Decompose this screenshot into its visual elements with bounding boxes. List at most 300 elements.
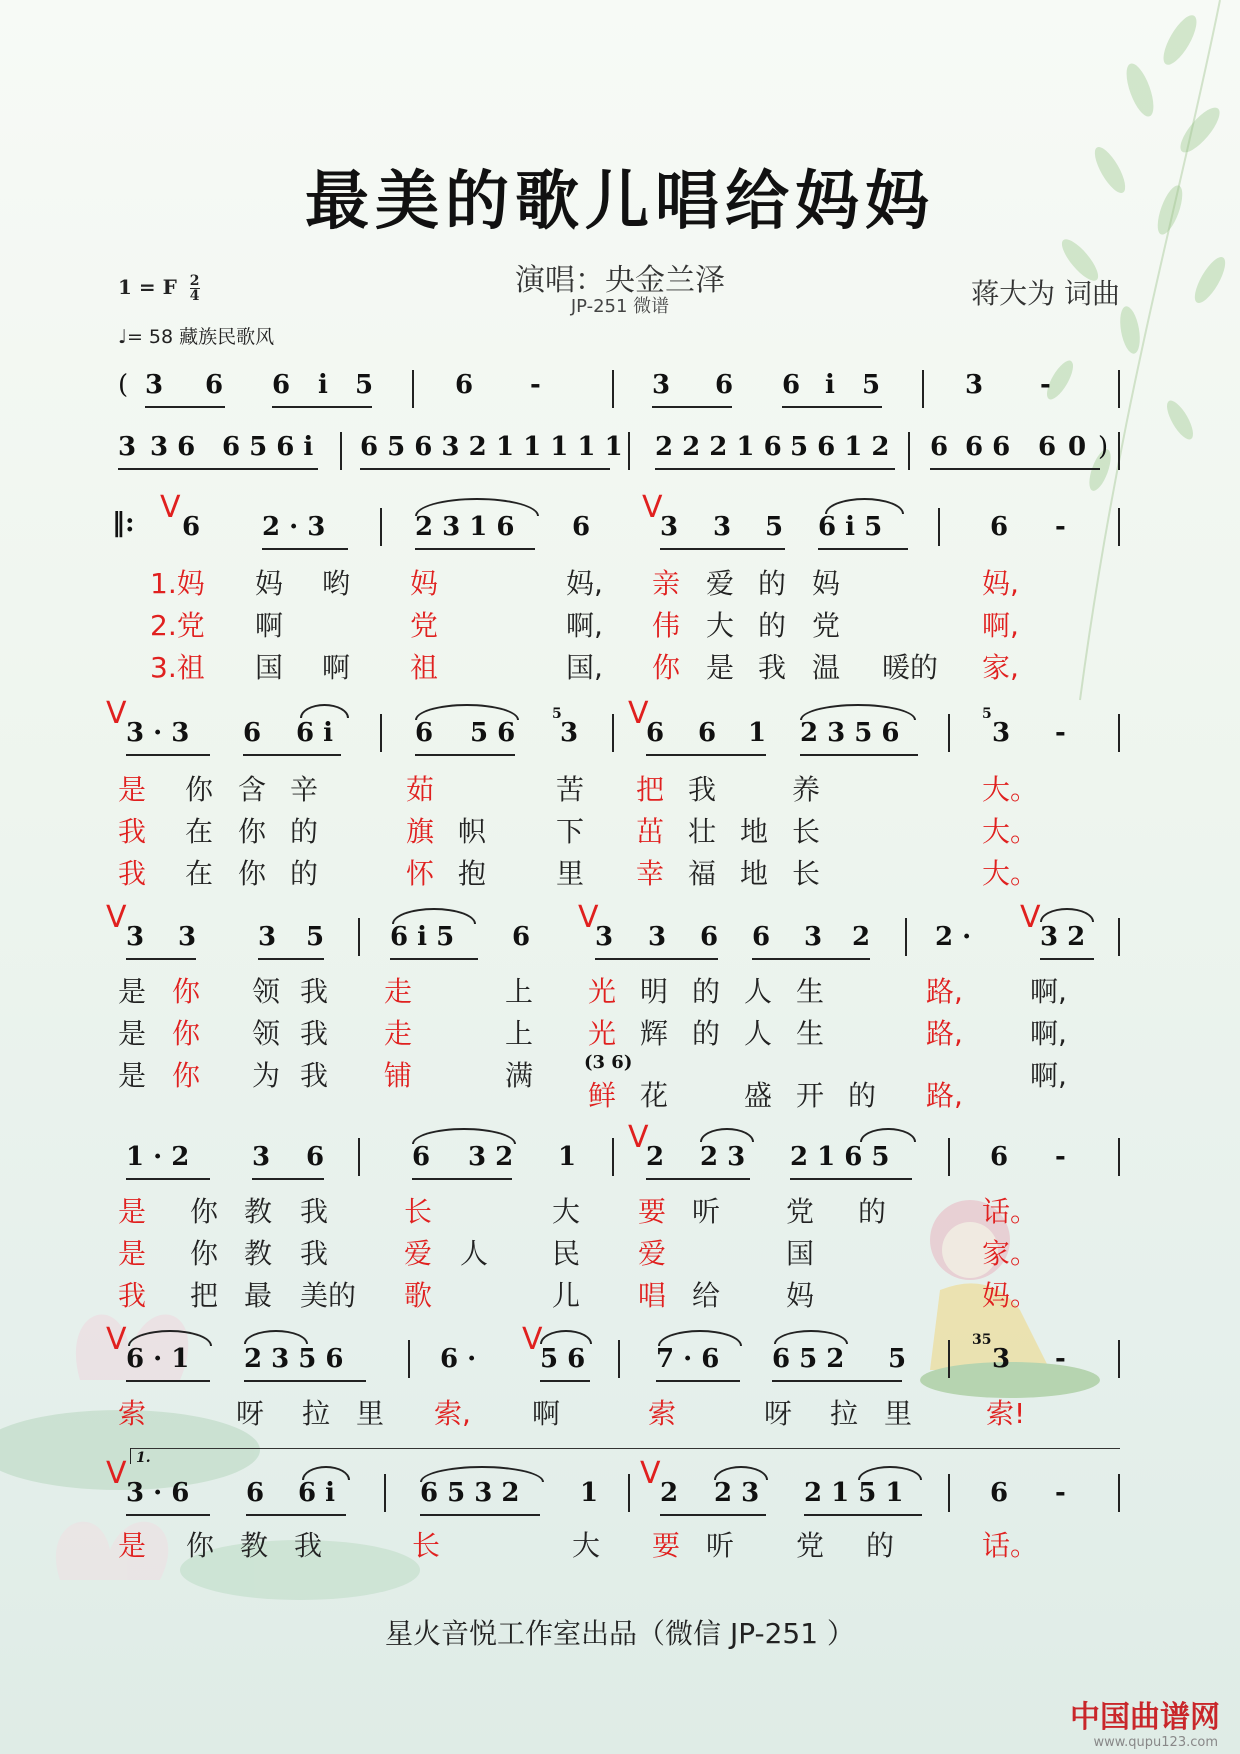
- lyric: 是: [118, 1017, 147, 1050]
- note: 6 5 2: [772, 1344, 845, 1374]
- lyric: 啊: [322, 651, 351, 684]
- note: 2 3: [714, 1478, 760, 1508]
- beam: [360, 468, 610, 470]
- lyric: 国: [255, 651, 284, 684]
- note: 6: [930, 432, 949, 462]
- beam: [412, 1178, 512, 1180]
- note: 5: [888, 1344, 907, 1374]
- barline: [1118, 714, 1120, 752]
- lyric: 我: [688, 773, 717, 806]
- breath-mark: V: [642, 490, 663, 525]
- lyric: 我: [300, 1017, 329, 1050]
- note: -: [1055, 1142, 1066, 1172]
- beam: [800, 754, 918, 756]
- lyric: 长: [792, 815, 821, 848]
- barline: [948, 714, 950, 752]
- lyric: 的: [858, 1195, 887, 1228]
- beam: [126, 1380, 210, 1382]
- breath-mark: V: [106, 1322, 127, 1357]
- note: -: [1040, 370, 1051, 400]
- lyric: 呀: [764, 1397, 793, 1430]
- time-signature: [190, 274, 200, 303]
- note: 6: [990, 1478, 1009, 1508]
- beam: [652, 406, 732, 408]
- lyric: 我: [300, 975, 329, 1008]
- barline: [938, 508, 940, 546]
- lyric: 妈: [410, 567, 439, 600]
- note: -: [1055, 718, 1066, 748]
- note: 3 6: [150, 432, 196, 462]
- slur: [1040, 908, 1094, 922]
- note: 6 i 5: [818, 512, 883, 542]
- lyric: 啊,: [566, 609, 603, 642]
- lyric: 3.祖: [150, 651, 205, 684]
- lyric: 妈: [812, 567, 841, 600]
- note: 3: [118, 432, 137, 462]
- lyric: 教: [244, 1237, 273, 1270]
- note: 6: [990, 512, 1009, 542]
- note: 3: [804, 922, 823, 952]
- lyric: 的: [758, 609, 787, 642]
- lyric: 拉: [830, 1397, 859, 1430]
- repeat-sign: ‖:: [112, 508, 135, 538]
- lyric: 啊,: [982, 609, 1019, 642]
- lyric: 教: [240, 1529, 269, 1562]
- lyric: 1.妈: [150, 567, 205, 600]
- slur: [860, 1128, 916, 1142]
- note: 6: [700, 922, 719, 952]
- note: 5: [765, 512, 784, 542]
- beam: [258, 958, 324, 960]
- note: 1: [748, 718, 767, 748]
- lyric: 你: [172, 975, 201, 1008]
- lyric: 茁: [636, 815, 665, 848]
- note: 5: [862, 370, 881, 400]
- barline: [618, 1340, 620, 1378]
- breath-mark: V: [1020, 900, 1041, 935]
- time-top: 2: [189, 273, 200, 289]
- note: 2 3 5 6: [244, 1344, 344, 1374]
- lyric: 人: [744, 975, 773, 1008]
- lyric: 是: [118, 1529, 147, 1562]
- lyric: 唱: [638, 1279, 667, 1312]
- lyric: 党: [786, 1195, 815, 1228]
- breath-mark: V: [160, 490, 181, 525]
- lyric: 哟: [322, 567, 351, 600]
- lyric: 路,: [926, 975, 963, 1008]
- beam: [772, 1380, 902, 1382]
- lyric: 党: [410, 609, 439, 642]
- lyric: 我: [758, 651, 787, 684]
- lyric: 要: [652, 1529, 681, 1562]
- lyric: 人: [460, 1237, 489, 1270]
- lyric: 党: [812, 609, 841, 642]
- lyric: 你: [652, 651, 681, 684]
- note: 2 1 6 5: [790, 1142, 890, 1172]
- barline: [1118, 918, 1120, 956]
- note: i: [825, 370, 835, 400]
- note: 6 6: [965, 432, 1011, 462]
- lyric: 含: [238, 773, 267, 806]
- note: 6: [205, 370, 224, 400]
- note: 6 5 6 i: [222, 432, 314, 462]
- beam: [262, 548, 348, 550]
- barline: [948, 1474, 950, 1512]
- note: 2 · 3: [262, 512, 326, 542]
- volta-number: 1.: [136, 1450, 151, 1466]
- breath-mark: V: [578, 900, 599, 935]
- note: 6 i: [298, 1478, 336, 1508]
- note: 1: [558, 1142, 577, 1172]
- lyric: 家,: [982, 651, 1019, 684]
- beam: [646, 754, 766, 756]
- note: 1 · 2: [126, 1142, 190, 1172]
- note: 2 3 5 6: [800, 718, 900, 748]
- lyric: 地: [740, 815, 769, 848]
- slur: [774, 1330, 848, 1344]
- lyric: 啊: [532, 1397, 561, 1430]
- lyric: 旗: [406, 815, 435, 848]
- volta-bracket-edge: [130, 1448, 131, 1464]
- lyric: 的: [692, 975, 721, 1008]
- lyric: 生: [796, 1017, 825, 1050]
- note: 3 · 6: [126, 1478, 190, 1508]
- lyric: 壮: [688, 815, 717, 848]
- note: 6 i 5: [390, 922, 455, 952]
- note: 2: [852, 922, 871, 952]
- lyric: 帜: [458, 815, 487, 848]
- note: 6: [306, 1142, 325, 1172]
- lyric: 把: [190, 1279, 219, 1312]
- barline: [412, 370, 414, 408]
- lyric: 领: [252, 975, 281, 1008]
- lyric: 苦: [556, 773, 585, 806]
- note: 2 3: [700, 1142, 746, 1172]
- barline: [948, 1138, 950, 1176]
- beam: [1040, 958, 1094, 960]
- note: 5: [306, 922, 325, 952]
- beam: [244, 1380, 366, 1382]
- barline: [948, 1340, 950, 1378]
- note: 3: [652, 370, 671, 400]
- barline: [340, 432, 342, 470]
- lyric: 的: [692, 1017, 721, 1050]
- lyric: 把: [636, 773, 665, 806]
- lyric: 我: [118, 857, 147, 890]
- lyric: 辛: [290, 773, 319, 806]
- lyric: 听: [692, 1195, 721, 1228]
- lyric: 呀: [236, 1397, 265, 1430]
- lyric: 妈: [786, 1279, 815, 1312]
- beam: [540, 1380, 590, 1382]
- note: 3 · 3: [126, 718, 190, 748]
- lyric: 里: [884, 1397, 913, 1430]
- lyric: 的: [290, 857, 319, 890]
- composer-credit: 蒋大为 词曲: [971, 277, 1120, 310]
- lyric: 你: [238, 857, 267, 890]
- lyric: 给: [692, 1279, 721, 1312]
- lyric: 话。: [982, 1529, 1039, 1562]
- lyric: 妈,: [566, 567, 603, 600]
- note: (: [118, 370, 129, 400]
- lyric: 妈。: [982, 1279, 1039, 1312]
- lyric: 的: [758, 567, 787, 600]
- beam: [655, 468, 895, 470]
- note: 2 ·: [935, 922, 972, 952]
- note: 6: [990, 1142, 1009, 1172]
- lyric: 的: [866, 1529, 895, 1562]
- lyric: 国,: [566, 651, 603, 684]
- key-signature: [118, 274, 200, 303]
- lyric: 暖的: [882, 651, 939, 684]
- lyric: 歌: [404, 1279, 433, 1312]
- beam: [818, 548, 908, 550]
- lyric: 人: [744, 1017, 773, 1050]
- lyric: 我: [118, 815, 147, 848]
- beam: [415, 548, 535, 550]
- barline: [1118, 508, 1120, 546]
- alt-notes: (3 6): [584, 1052, 633, 1073]
- note: 6: [752, 922, 771, 952]
- lyric: 走: [384, 1017, 413, 1050]
- note: 3: [595, 922, 614, 952]
- slur: [700, 1128, 754, 1142]
- note: 2: [660, 1478, 679, 1508]
- lyric: 亲: [652, 567, 681, 600]
- note: 6: [412, 1142, 431, 1172]
- publisher-footer: 星火音悦工作室出品（微信 JP-251 ）: [385, 1617, 855, 1650]
- lyric: 路,: [926, 1079, 963, 1112]
- beam: [752, 958, 870, 960]
- barline: [358, 1138, 360, 1176]
- breath-mark: V: [628, 1120, 649, 1155]
- note: 6: [512, 922, 531, 952]
- lyric: 妈,: [982, 567, 1019, 600]
- note: i: [318, 370, 328, 400]
- lyric: 福: [688, 857, 717, 890]
- note: 6: [246, 1478, 265, 1508]
- breath-mark: V: [106, 696, 127, 731]
- lyric: 下: [556, 815, 585, 848]
- key-label: 1 = F: [118, 275, 177, 299]
- lyric: 走: [384, 975, 413, 1008]
- barline: [1118, 432, 1120, 470]
- lyric: 啊,: [1030, 1059, 1067, 1092]
- lyric: 在: [185, 857, 214, 890]
- note: 3 2: [468, 1142, 514, 1172]
- lyric: 民: [552, 1237, 581, 1270]
- lyric: 我: [294, 1529, 323, 1562]
- lyric: 你: [186, 1529, 215, 1562]
- note: 6: [415, 718, 434, 748]
- note: 6: [1038, 432, 1057, 462]
- lyric: 伟: [652, 609, 681, 642]
- lyric: 美的: [300, 1279, 357, 1312]
- beam: [660, 548, 785, 550]
- note: 6: [455, 370, 474, 400]
- beam: [660, 1514, 766, 1516]
- note: 2: [646, 1142, 665, 1172]
- lyric: 大。: [982, 773, 1039, 806]
- lyric: 我: [300, 1195, 329, 1228]
- note: 3: [252, 1142, 271, 1172]
- grace-note: 5: [982, 706, 992, 722]
- lyric: 幸: [636, 857, 665, 890]
- note: 7 · 6: [656, 1344, 720, 1374]
- barline: [380, 714, 382, 752]
- slur: [540, 1330, 592, 1344]
- lyric: 怀: [406, 857, 435, 890]
- lyric: 你: [172, 1017, 201, 1050]
- lyric: 里: [356, 1397, 385, 1430]
- barline: [628, 1474, 630, 1512]
- lyric: 啊,: [1030, 975, 1067, 1008]
- lyric: 抱: [458, 857, 487, 890]
- lyric: 长: [792, 857, 821, 890]
- lyric: 里: [556, 857, 585, 890]
- slur: [300, 704, 349, 718]
- barline: [612, 1138, 614, 1176]
- note: 6: [272, 370, 291, 400]
- volta-bracket: [130, 1448, 1120, 1449]
- beam: [804, 1514, 922, 1516]
- lyric: 2.党: [150, 609, 205, 642]
- beam: [126, 1514, 210, 1516]
- note: 3: [965, 370, 984, 400]
- tempo-marking: ♩= 58 藏族民歌风: [118, 326, 275, 348]
- note: 3: [992, 1344, 1011, 1374]
- barline: [1118, 1474, 1120, 1512]
- lyric: 大。: [982, 815, 1039, 848]
- lyric: 祖: [410, 651, 439, 684]
- beam: [126, 754, 210, 756]
- lyric: 长: [404, 1195, 433, 1228]
- lyric: 你: [238, 815, 267, 848]
- lyric: 你: [190, 1195, 219, 1228]
- barline: [384, 1474, 386, 1512]
- note: 3: [178, 922, 197, 952]
- barline: [1118, 370, 1120, 408]
- note: 3 2: [1040, 922, 1086, 952]
- lyric: 满: [505, 1059, 534, 1092]
- note: 6: [243, 718, 262, 748]
- beam: [930, 468, 1100, 470]
- note: 6: [182, 512, 201, 542]
- lyric: 领: [252, 1017, 281, 1050]
- note: -: [1055, 512, 1066, 542]
- lyric: 为: [252, 1059, 281, 1092]
- lyric: 是: [118, 1237, 147, 1270]
- lyric: 你: [172, 1059, 201, 1092]
- lyric: 我: [300, 1059, 329, 1092]
- beam: [126, 1178, 210, 1180]
- lyric: 路,: [926, 1017, 963, 1050]
- barline: [380, 508, 382, 546]
- note: 6: [715, 370, 734, 400]
- time-bottom: 4: [189, 288, 200, 304]
- lyric: 盛: [744, 1079, 773, 1112]
- note: 6 5 3 2: [420, 1478, 520, 1508]
- beam: [656, 1380, 740, 1382]
- lyric: 的: [848, 1079, 877, 1112]
- breath-mark: V: [640, 1456, 661, 1491]
- breath-mark: V: [106, 1456, 127, 1491]
- beam: [415, 754, 515, 756]
- lyric: 儿: [552, 1279, 581, 1312]
- note: 1: [580, 1478, 599, 1508]
- note: -: [530, 370, 541, 400]
- lyric: 在: [185, 815, 214, 848]
- lyric: 党: [796, 1529, 825, 1562]
- barline: [628, 432, 630, 470]
- lyric: 温: [812, 651, 841, 684]
- beam: [390, 958, 478, 960]
- lyric: 拉: [302, 1397, 331, 1430]
- note: 6: [698, 718, 717, 748]
- grace-note: 35: [972, 1332, 992, 1348]
- note: ): [1098, 432, 1109, 462]
- beam: [646, 1178, 750, 1180]
- lyric: 听: [706, 1529, 735, 1562]
- lyric: 铺: [384, 1059, 413, 1092]
- beam: [790, 1178, 912, 1180]
- lyric: 啊: [255, 609, 284, 642]
- barline: [612, 714, 614, 752]
- lyric: 教: [244, 1195, 273, 1228]
- lyric: 最: [244, 1279, 273, 1312]
- lyric: 索: [648, 1397, 677, 1430]
- lyric: 是: [118, 773, 147, 806]
- note: 2 3 1 6: [415, 512, 515, 542]
- note: 2 1 5 1: [804, 1478, 904, 1508]
- lyric: 开: [796, 1079, 825, 1112]
- lyric: 是: [118, 975, 147, 1008]
- note: 3: [660, 512, 679, 542]
- grace-note: 5: [552, 706, 562, 722]
- note: 2 2 2 1 6: [655, 432, 782, 462]
- lyric: 要: [638, 1195, 667, 1228]
- barline: [358, 918, 360, 956]
- lyric: 光: [588, 975, 617, 1008]
- site-watermark-url: www.qupu123.com: [1093, 1735, 1218, 1750]
- barline: [908, 432, 910, 470]
- site-watermark: 中国曲谱网: [1070, 1700, 1220, 1735]
- lyric: 我: [300, 1237, 329, 1270]
- lyric: 大: [572, 1529, 601, 1562]
- note: -: [1055, 1344, 1066, 1374]
- lyric: 国: [786, 1237, 815, 1270]
- note: 6 i: [296, 718, 334, 748]
- note: 6 5 6 3 2: [360, 432, 487, 462]
- note: 3: [560, 718, 579, 748]
- beam: [126, 958, 196, 960]
- singer-credit: 演唱：央金兰泽: [515, 263, 725, 298]
- lyric: 啊,: [1030, 1017, 1067, 1050]
- lyric: 明: [640, 975, 669, 1008]
- note: 3: [713, 512, 732, 542]
- beam: [272, 406, 372, 408]
- lyric: 家。: [982, 1237, 1039, 1270]
- note: 5: [355, 370, 374, 400]
- lyric: 爱: [638, 1237, 667, 1270]
- note: 6: [646, 718, 665, 748]
- note: 3: [992, 718, 1011, 748]
- note: 6: [572, 512, 591, 542]
- note: 3: [145, 370, 164, 400]
- lyric: 你: [190, 1237, 219, 1270]
- lyric: 花: [640, 1079, 669, 1112]
- lyric: 大: [552, 1195, 581, 1228]
